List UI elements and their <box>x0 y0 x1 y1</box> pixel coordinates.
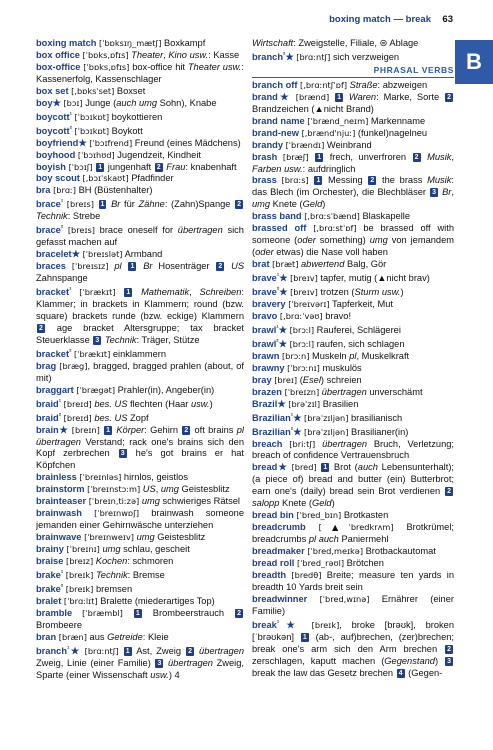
dictionary-entry: braise [breɪz] Kochen: schmoren <box>36 556 174 567</box>
dictionary-entry: Brazilian$^{^2}$★ [brəˈzɪljən] Brasilianer(in) <box>252 426 409 437</box>
dictionary-entry: brassed off [,brɑːstˈɒf] be brassed off with someone (oder something) umg von jemandem (oder etwas) die Nase voll haben <box>252 223 454 258</box>
dictionary-entry: brainwave [ˈbreɪnweɪv] umg Geistesblitz <box>36 532 206 543</box>
right-column <box>252 38 454 743</box>
dictionary-entry: bracket$^{^1}$ [ˈbrækɪt] 1 Mathematik, Schreiben: Klammer; in brackets in Klammern; round (bzw. square) brackets runde (bzw. eckige) Klammern 2 age bracket Altersgruppe; tax bracket Steuerklasse 3 Technik: Träger, Stütze <box>36 287 244 345</box>
dictionary-entry: braces [ˈbreɪsɪz] pl 1 Br Hosenträger 2 US Zahnspange <box>36 261 244 284</box>
dictionary-entry: box office [ˈbɒks,ɒfɪs] Theater, Kino usw.: Kasse <box>36 49 240 60</box>
section-heading: PHRASAL VERBS <box>252 65 454 78</box>
letter-tab-label: B <box>466 49 482 74</box>
dictionary-entry: bra [brɑː] BH (Büstenhalter) <box>36 185 153 196</box>
dictionary-entry: brand-new [,brænd'njuː] (funkel)nagelneu <box>252 127 428 138</box>
dictionary-entry: bread roll [ˈbred_rəʊl] Brötchen <box>252 558 384 569</box>
dictionary-entry: breach [briːtʃ] übertragen Bruch, Verletzung; breach of confidence Vertrauensbruch <box>252 438 454 461</box>
dictionary-entry: boyhood [ˈbɔɪhʊd] Jugendzeit, Kindheit <box>36 149 202 160</box>
dictionary-entry: braggart [ˈbrægət] Prahler(in), Angeber(in) <box>36 384 215 395</box>
dictionary-entry: braid$^{^1}$ [breɪd] bes. US flechten (Haar usw.) <box>36 398 213 409</box>
page-number: 63 <box>442 14 453 25</box>
dictionary-entry: brainstorm [ˈbreɪnstɔːm] US, umg Geistesblitz <box>36 484 230 495</box>
dictionary-entry: brainless [ˈbreɪnləs] hirnlos, geistlos <box>36 472 188 483</box>
dictionary-entry: braid$^{^2}$ [breɪd] bes. US Zopf <box>36 412 149 423</box>
dictionary-entry: brainy [ˈbreɪnɪ] umg schlau, gescheit <box>36 544 190 555</box>
left-column <box>36 38 244 743</box>
dictionary-entry: brand name [ˈbrænd_neɪm] Markenname <box>252 115 426 126</box>
dictionary-entry: bray [breɪ] (Esel) schreien <box>252 374 362 385</box>
dictionary-entry: brash [bræʃ] 1 frech, unverfroren 2 Musik, Farben usw.: aufdringlich <box>252 151 454 174</box>
dictionary-entry: boycott$^{^2}$ [ˈbɔɪkɒt] Boykott <box>36 125 143 136</box>
dictionary-entry: brag [bræg], bragged, bragged prahlen (about, of mit) <box>36 360 244 383</box>
dictionary-entry: bracelet★ [ˈbreɪslət] Armband <box>36 249 163 260</box>
dictionary-entry: brawn [brɔːn] Muskeln pl, Muskelkraft <box>252 350 410 361</box>
dictionary-entry: brandy [ˈbrændɪ] Weinbrand <box>252 139 372 150</box>
dictionary-entry: brake$^{^1}$ [breɪk] Technik: Bremse <box>36 569 165 580</box>
dictionary-entry: boy scout [,bɔɪˈskaʊt] Pfadfinder <box>36 173 174 184</box>
dictionary-entry: brainwash [ˈbreɪnwɒʃ] brainwash someone jemanden einer Gehirnwäsche unterziehen <box>36 508 244 531</box>
dictionary-entry: Brazil★ [brəˈzɪl] Brasilien <box>252 398 359 409</box>
dictionary-entry: Wirtschaft: Zweigstelle, Filiale, ⊜ Ablage <box>252 38 419 48</box>
dictionary-entry: brand★ [brænd] 1 Waren: Marke, Sorte 2 Brandzeichen (▲nicht Brand) <box>252 91 451 114</box>
dictionary-entry: bran [bræn] aus Getreide: Kleie <box>36 631 169 642</box>
dictionary-entry: brace$^{^2}$ [breɪs] brace oneself for übertragen sich gefasst machen auf <box>36 225 244 248</box>
dictionary-entry: brake$^{^2}$ [breɪk] bremsen <box>36 583 133 594</box>
dictionary-entry: brass band [,brɑːsˈbænd] Blaskapelle <box>252 211 411 222</box>
dictionary-entry: brace$^{^1}$ [breɪs] 1 Br für Zähne: (Zahn)Spange 2 Technik: Strebe <box>36 199 242 222</box>
dictionary-entry: break$^{^1}$★ [breɪk], broke [brəʊk], broken [ˈbrəʊkən] 1 (ab-, auf)brechen, (zer)brechen; break one's arm sich den Arm brechen 2 zerschlagen, kaputt machen (Gegenstand) 3 break the law das Gesetz brechen 4 (Gegen- <box>252 619 454 678</box>
dictionary-entry: boxing match [ˈbɒksɪŋ_mætʃ] Boxkampf <box>36 38 206 48</box>
letter-tab[interactable] <box>455 40 493 84</box>
dictionary-entry: brat [bræt] abwertend Balg, Gör <box>252 259 387 270</box>
dictionary-entry: brave$^{^1}$★ [breɪv] tapfer, mutig (▲nicht brav) <box>252 273 430 284</box>
dictionary-entry: boy★ [bɔɪ] Junge (auch umg Sohn), Knabe <box>36 97 217 108</box>
dictionary-entry: branch$^{^1}$★ [brɑːntʃ] 1 Ast, Zweig 2 übertragen Zweig, Linie (einer Familie) 3 übertragen Zweig, Sparte (einer Wissenschaft usw.) 4 <box>36 645 244 680</box>
dictionary-entry: brawl$^{^1}$★ [brɔːl] Rauferei, Schlägerei <box>252 324 401 335</box>
dictionary-entry: bramble [ˈbræmbl] 1 Brombeerstrauch 2 Brombeere <box>36 607 241 630</box>
dictionary-entry: breadmaker [ˈbred,meɪkə] Brotbackautomat <box>252 546 436 557</box>
dictionary-entry: branch off [,brɑːntʃˈɒf] Straße: abzweigen <box>252 79 428 90</box>
dictionary-entry: bracket$^{^2}$ [ˈbrækɪt] einklammern <box>36 348 167 359</box>
page-header <box>0 0 493 36</box>
dictionary-entry: bravery [ˈbreɪvərɪ] Tapferkeit, Mut <box>252 299 393 310</box>
dictionary-entry: bravo [,brɑːˈvəʊ] bravo! <box>252 310 352 321</box>
dictionary-entry: breadwinner [ˈbred,wɪnə] Ernährer (einer Familie) <box>252 593 454 616</box>
dictionary-entry: brain★ [breɪn] 1 Körper: Gehirn 2 oft brains pl übertragen Verstand; rack one's brains sich den Kopf zerbrechen 3 he's got brains er hat Köpfchen <box>36 424 244 471</box>
dictionary-entry: breadcrumb [▲ˈbredkrʌm] Brotkrümel; breadcrumbs pl auch Paniermehl <box>252 522 454 545</box>
dictionary-entry: boyish [ˈbɔɪʃ] 1 jungenhaft 2 Frau: knabenhaft <box>36 161 237 172</box>
dictionary-entry: box-office [ˈbɒks,ɒfɪs] box-office hit Theater usw.: Kassenerfolg, Kassenschlager <box>36 61 244 84</box>
dictionary-entry: box set [,bɒksˈset] Boxset <box>36 85 146 96</box>
dictionary-entry: breadth [bredθ] Breite; measure ten yards in breadth 10 Yards breit sein <box>252 569 454 592</box>
running-head: boxing match — break <box>329 14 431 25</box>
dictionary-entry: bread★ [bred] 1 Brot (auch Lebensunterhalt); (a piece of) bread and butter (ein) Butterbrot; earn one's (daily) bread sein Brot verdienen 2 salopp Knete (Geld) <box>252 462 454 509</box>
dictionary-entry: brainteaser [ˈbreɪn,tiːzə] umg schwieriges Rätsel <box>36 496 240 507</box>
dictionary-entry: Brazilian$^{^1}$★ [brəˈzɪljən] brasilianisch <box>252 412 403 423</box>
dictionary-entry: brass [brɑːs] 1 Messing 2 the brass Musik: das Blech (im Orchester), die Blechbläser 3 Br, umg Knete (Geld) <box>252 175 454 210</box>
dictionary-entry: boycott$^{^1}$ [ˈbɔɪkɒt] boykottieren <box>36 111 163 122</box>
dictionary-entry: brawny [ˈbrɔːnɪ] muskulös <box>252 362 362 373</box>
dictionary-entry: brazen [ˈbreɪzn] übertragen unverschämt <box>252 386 423 397</box>
dictionary-entry: brave$^{^2}$★ [breɪv] trotzen (Sturm usw.) <box>252 287 404 298</box>
dictionary-entry: bralet [ˈbrɑːlɪt] Bralette (miederartiges Top) <box>36 595 215 606</box>
dictionary-entry: brawl$^{^2}$★ [brɔːl] raufen, sich schlagen <box>252 338 405 349</box>
dictionary-entry: branch$^{^2}$★ [brɑːntʃ] sich verzweigen <box>252 51 400 62</box>
dictionary-entry: bread bin [ˈbred_bɪn] Brotkasten <box>252 510 389 521</box>
dictionary-entry: boyfriend★ [ˈbɔɪfrend] Freund (eines Mädchens) <box>36 137 241 148</box>
